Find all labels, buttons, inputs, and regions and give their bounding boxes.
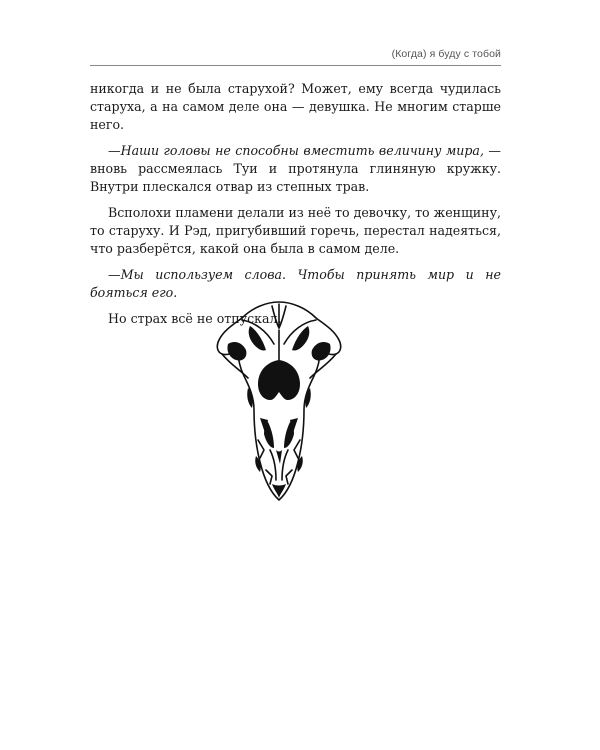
paragraph-2-rest: — вновь рассмеялась Туи и протянула глиняную кружку. Внутри плескался отвар из степных трав. [90,143,501,194]
text-block [90,80,501,328]
running-head: (Когда) я буду с тобой [391,48,501,60]
paragraph-2 [90,142,501,196]
animal-skull-icon [214,300,344,502]
header-rule [90,65,501,66]
paragraph-1: никогда и не была старухой? Может, ему всегда чудилась старуха, а на самом деле она — девушка. Не многим старше него. [90,81,501,132]
dialogue-dash: — [108,267,121,282]
paragraph-5: Но страх всё не отпускал. [108,311,282,326]
dialogue-italic: Мы используем слова. Чтобы принять мир и не бояться его. [90,267,501,300]
dialogue-italic: Наши головы не способны вместить величину мира, [120,143,484,158]
dialogue-dash: — [108,143,121,158]
paragraph-4 [90,266,501,302]
paragraph-3: Всполохи пламени делали из неё то девочку, то женщину, то старуху. И Рэд, пригубивший горечь, перестал надеяться, что разберётся, какой она была в самом деле. [90,205,501,256]
